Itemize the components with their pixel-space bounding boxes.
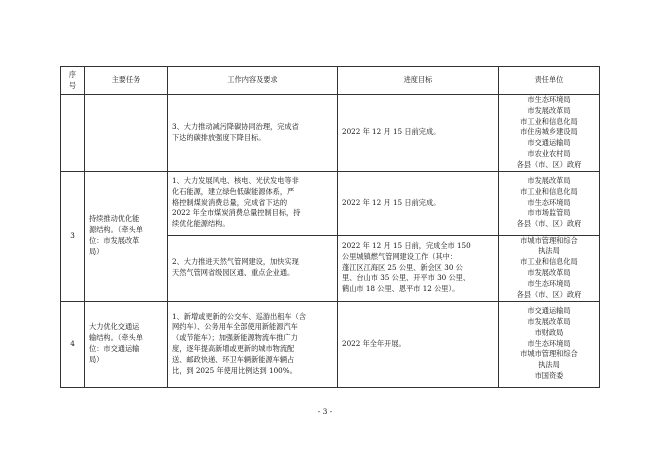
cell-units: 市城市管理和综合 执法局 市工业和信息化局 市发展改革局 市生态环境局 各县（市、区）政府: [499, 235, 600, 301]
cell-content: 1、新增或更新的公交车、巡游出租车（含 网约车）、公务用车全部使用新能源汽车 （或节能车）；加强新能源物流车推广力 度，逐年提高新增或更新的城市物流配 送、邮政快递、环卫车辆新能源车辆占 比，到 2025 年使用比例达到 100%。: [168, 301, 338, 387]
cell-content: 1、大力发展风电、核电、光伏发电等非 化石能源，建立绿色低碳能源体系，严 格控制煤炭消费总量，完成省下达的 2022 年全市煤炭消费总量控制目标，持 续优化能源结构。: [168, 171, 338, 235]
cell-num: 3: [61, 171, 85, 301]
page-number: - 3 -: [317, 407, 333, 416]
task-table: [60, 66, 600, 388]
header-units: 责任单位: [499, 67, 600, 95]
cell-task: [85, 95, 168, 172]
header-task: 主要任务: [85, 67, 168, 95]
cell-progress: 2022 年 12 月 15 日前，完成全市 150 公里城镇燃气管网建设工作（其中： 蓬江区江海区 25 公里、新会区 30 公 里、台山市 35 公里、开平市 30 公里、 鹤山市 18 公里、恩平市 12 公里）。: [338, 235, 499, 301]
cell-units: 市交通运输局 市发展改革局 市财政局 市生态环境局 市城市管理和综合 执法局 市国资委: [499, 301, 600, 387]
table-header-row: [61, 67, 600, 95]
cell-content: 2、大力推进天然气管网建设，加快实现 天然气管网省级园区通、重点企业通。: [168, 235, 338, 301]
table-row: [61, 95, 600, 172]
cell-progress: 2022 年全年开展。: [338, 301, 499, 387]
table-row: [61, 301, 600, 387]
cell-num: [61, 95, 85, 172]
table-row: [61, 171, 600, 235]
cell-units: 市发展改革局 市工业和信息化局 市生态环境局 市市场监管局 各县（市、区）政府: [499, 171, 600, 235]
cell-task: 持续推动优化能 源结构。（牵头单 位：市发展改革 局）: [85, 171, 168, 301]
cell-task: 大力优化交通运 输结构。（牵头单 位：市交通运输 局）: [85, 301, 168, 387]
cell-units: 市生态环境局 市发展改革局 市工业和信息化局 市住房城乡建设局 市交通运输局 市农业农村局 各县（市、区）政府: [499, 95, 600, 172]
cell-progress: 2022 年 12 月 15 日前完成。: [338, 95, 499, 172]
cell-num: 4: [61, 301, 85, 387]
header-progress: 进度目标: [338, 67, 499, 95]
cell-progress: 2022 年 12 月 15 日前完成。: [338, 171, 499, 235]
header-content: 工作内容及要求: [168, 67, 338, 95]
cell-content: 3、大力推动减污降碳协同治理，完成省 下达的碳排放强度下降目标。: [168, 95, 338, 172]
header-num: 序 号: [61, 67, 85, 95]
